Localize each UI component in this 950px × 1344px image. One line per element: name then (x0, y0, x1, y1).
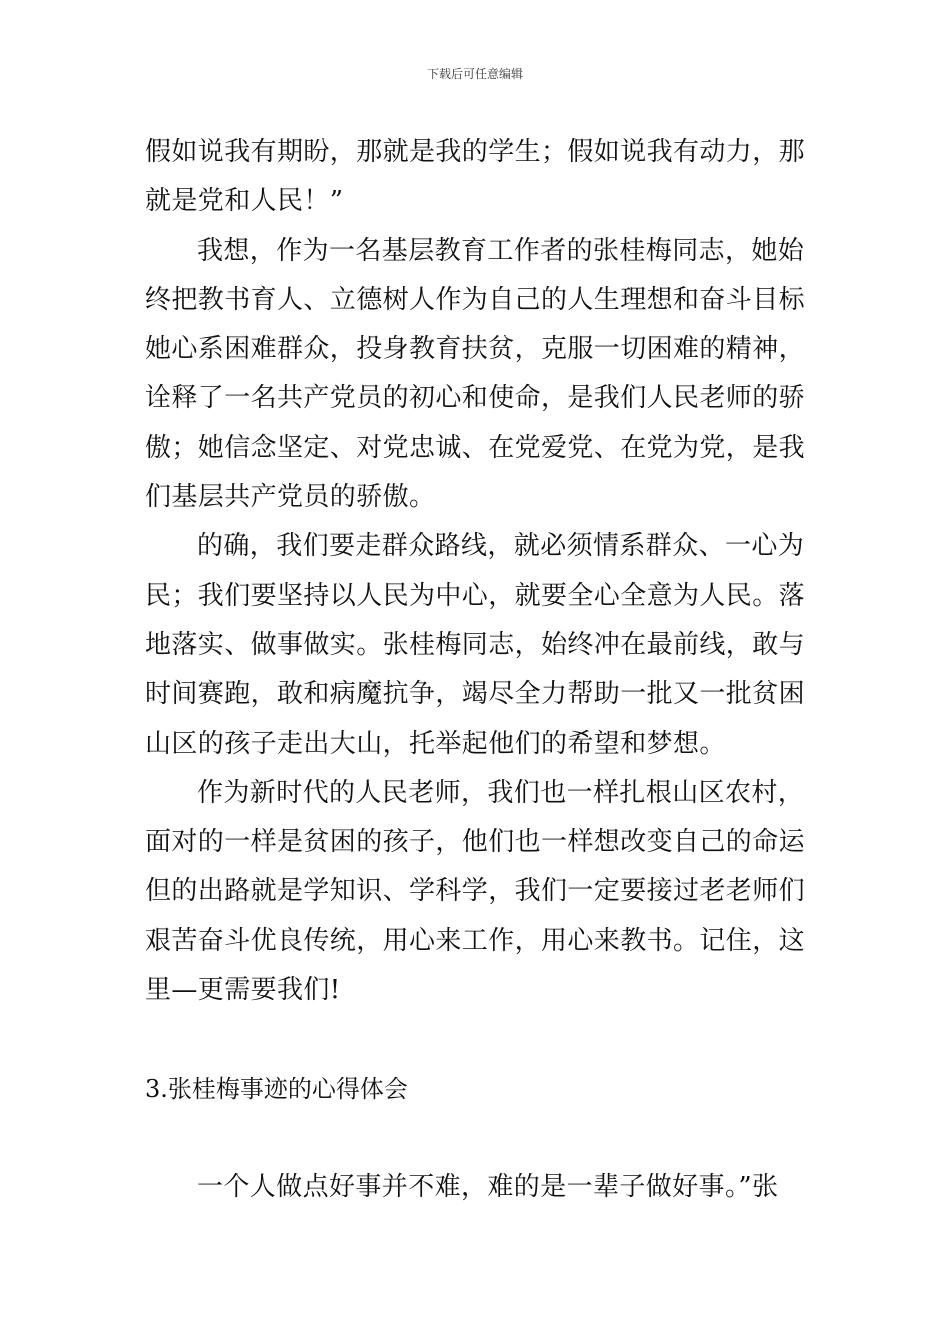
paragraph (145, 522, 810, 768)
paragraph (145, 1163, 810, 1212)
text-line: 傲；她信念坚定、对党忠诚、在党爱党、在党为党，是我 (145, 432, 806, 463)
document-body (145, 128, 810, 1213)
paragraph (145, 128, 810, 227)
text-line: 就是党和人民！” (145, 186, 344, 217)
text-line: 作为新时代的人民老师，我们也一样扎根山区农村， (197, 777, 805, 808)
section-heading: 3.张桂梅事迹的心得体会 (145, 1074, 408, 1103)
text-line: 艰苦奋斗优良传统，用心来工作，用心来教书。记住，这 (145, 925, 806, 956)
text-line: 一个人做点好事并不难，难的是一辈子做好事。”张 (197, 1172, 779, 1203)
text-line: 时间赛跑，敢和病魔抗争，竭尽全力帮助一批又一批贫困 (145, 679, 806, 710)
text-line: 但的出路就是学知识、学科学，我们一定要接过老老师们 (145, 876, 806, 907)
text-line: 假如说我有期盼，那就是我的学生；假如说我有动力，那 (145, 137, 806, 167)
text-line: 山区的孩子走出大山，托举起他们的希望和梦想。 (145, 728, 726, 759)
spacer (145, 1015, 810, 1064)
paragraph (145, 227, 810, 523)
paragraph (145, 769, 810, 1015)
text-line: 地落实、做事做实。张桂梅同志，始终冲在最前线，敢与 (145, 629, 806, 660)
text-line: 诠释了一名共产党员的初心和使命，是我们人民老师的骄 (145, 383, 806, 414)
text-line: 里—更需要我们! (145, 975, 341, 1006)
page-header: 下载后可任意编辑 (426, 67, 523, 81)
text-line: 面对的一样是贫困的孩子，他们也一样想改变自己的命运 (145, 827, 806, 858)
text-line: 的确，我们要走群众路线，就必须情系群众、一心为 (197, 531, 805, 562)
text-line: 我想，作为一名基层教育工作者的张桂梅同志，她始 (197, 235, 805, 266)
text-line: 终把教书育人、立德树人作为自己的人生理想和奋斗目标 (145, 284, 806, 315)
text-line: 她心系困难群众，投身教育扶贫，克服一切困难的精神， (145, 334, 806, 365)
text-line: 们基层共产党员的骄傲。 (145, 482, 436, 513)
text-line: 民；我们要坚持以人民为中心，就要全心全意为人民。落 (145, 580, 806, 611)
spacer (145, 1114, 810, 1163)
